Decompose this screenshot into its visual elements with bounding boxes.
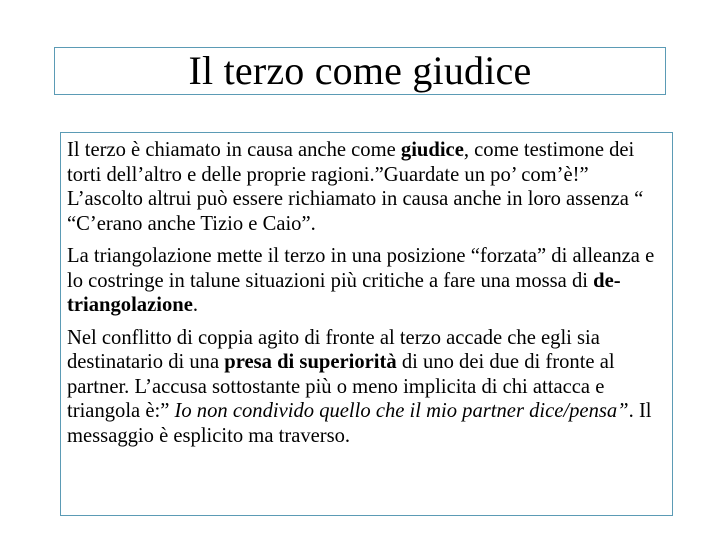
paragraph-triangulation — [67, 244, 666, 318]
text-run: La triangolazione mette il terzo in una posizione “forzata” di alleanza e lo costringe in talune situazioni più critiche a fare una mossa di — [67, 245, 655, 292]
text-run: di uno dei due di fronte al partner. L’accusa sottostante più o meno implicita di chi attacca e triangola è:” — [67, 351, 615, 422]
text-run: . Il messaggio è esplicito ma traverso. — [67, 400, 652, 447]
text-run: , come testimone dei torti dell’altro e delle proprie ragioni.”Guardate un po’ com’è!” L’ascolto altrui può essere richiamato in causa anche in loro assenza “ “C’erano anche Tizio e Caio”. — [67, 139, 644, 235]
text-run: Il terzo è chiamato in causa anche come — [67, 139, 401, 161]
slide-title-box — [54, 47, 666, 95]
slide-title: Il terzo come giudice — [188, 48, 532, 93]
bold-term-giudice: giudice — [400, 139, 464, 161]
italic-quote: Io non condivido quello che il mio partner dice/pensa” — [174, 400, 629, 422]
text-run: Nel conflitto di coppia agito di fronte al terzo accade che egli sia destinatario di una — [67, 326, 600, 373]
paragraph-couple-conflict — [67, 326, 666, 449]
paragraph-judge — [67, 138, 666, 236]
bold-term-de-triangolazione: de-triangolazione — [67, 269, 621, 316]
text-run: . — [192, 294, 198, 316]
slide-body-box — [60, 132, 673, 516]
bold-term-presa-di-superiorita: presa di superiorità — [224, 351, 397, 373]
